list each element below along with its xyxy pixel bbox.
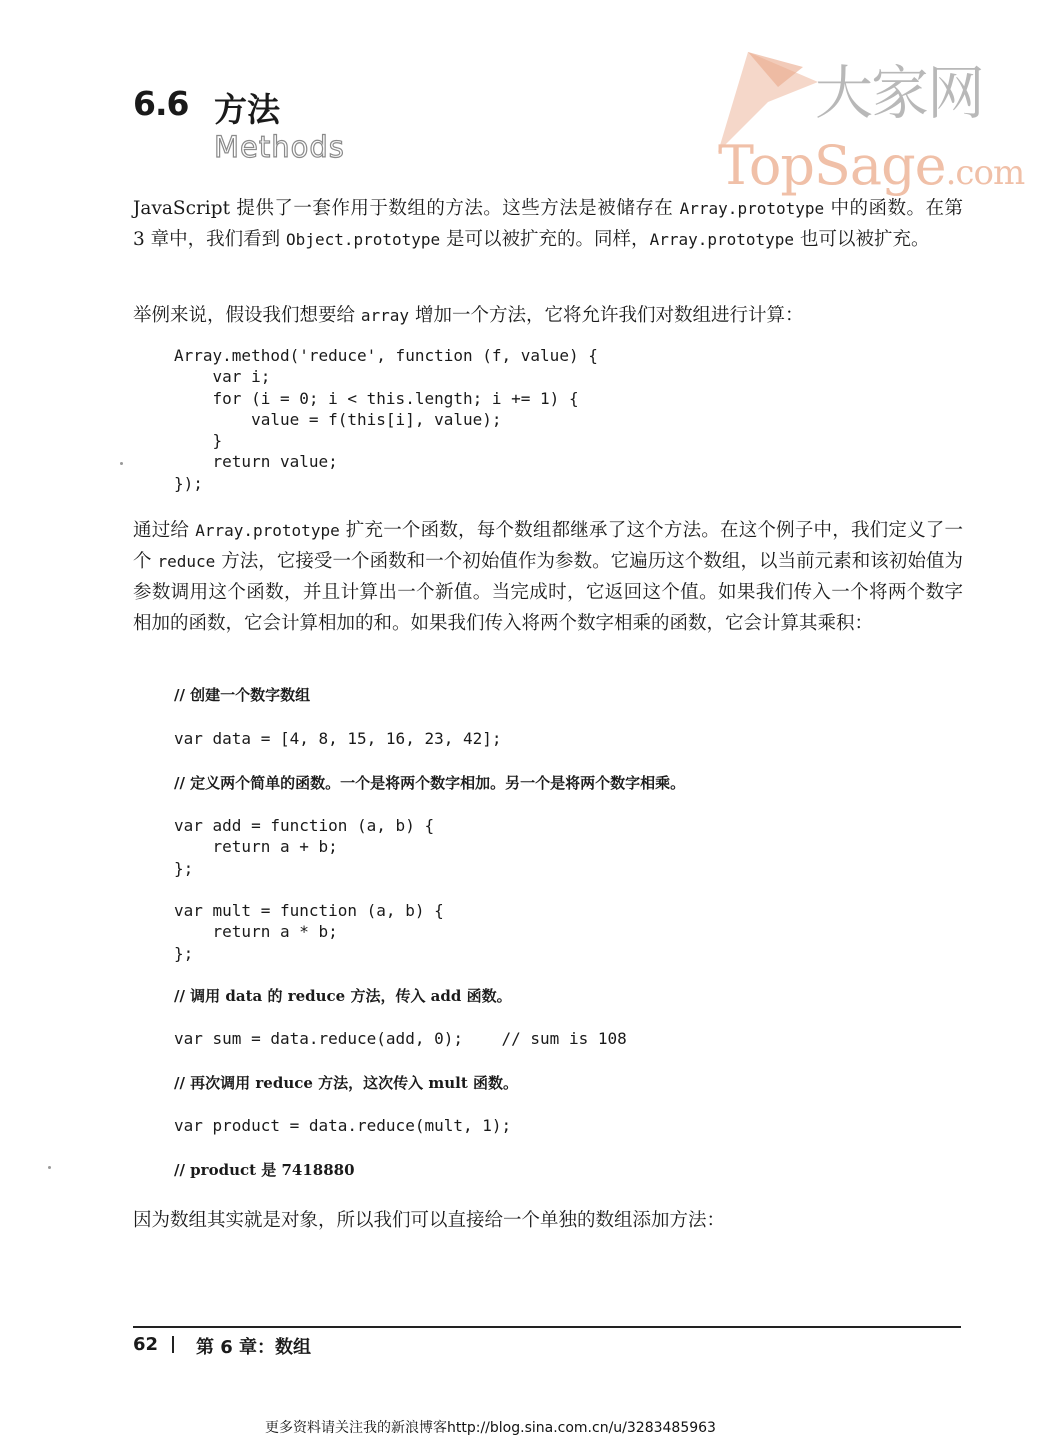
text-run: 方法，它接受一个函数和一个初始值作为参数。它遍历这个数组，以当前元素和该初始值为参数调用这个函数，并且计算出一个新值。当完成时，它返回这个值。如果我们传入一个将两个数字相加的函数，它会计算相加的和。如果我们传入将两个数字相乘的函数，它会计算其乘积： bbox=[133, 551, 963, 634]
watermark-en-main: TopSage bbox=[718, 134, 946, 197]
footer-separator bbox=[172, 1336, 174, 1353]
code-comment-create: // 创建一个数字数组 bbox=[174, 686, 311, 704]
inline-code: Object.prototype bbox=[286, 230, 441, 249]
watermark-cn-text: 大家网 bbox=[815, 59, 984, 127]
chapter-title: 第 6 章：数组 bbox=[196, 1337, 312, 1358]
text-run: 中的函数。在第 3 章中，我们看到 bbox=[133, 198, 963, 250]
watermark-en-text bbox=[718, 134, 1024, 197]
section-number: 6.6 bbox=[133, 84, 189, 123]
text-run: 扩充一个函数，每个数组都继承了这个方法。在这个例子中，我们定义了一个 bbox=[133, 520, 963, 572]
text-run: 因为数组其实就是对象，所以我们可以直接给一个单独的数组添加方法： bbox=[133, 1210, 726, 1231]
inline-code: Array.prototype bbox=[195, 521, 340, 540]
section-title: 方法 bbox=[214, 90, 280, 129]
text-run: 是可以被扩充的。同样， bbox=[440, 229, 650, 250]
text-run: 举例来说，假设我们想要给 bbox=[133, 305, 361, 326]
code-add-function: var add = function (a, b) { return a + b; }; bbox=[174, 816, 435, 878]
code-line-data: var data = [4, 8, 15, 16, 23, 42]; bbox=[174, 729, 502, 748]
text-run: 通过给 bbox=[133, 520, 196, 541]
code-line-product: var product = data.reduce(mult, 1); bbox=[174, 1116, 512, 1135]
paragraph-2 bbox=[133, 300, 963, 331]
code-line-sum: var sum = data.reduce(add, 0); // sum is 108 bbox=[174, 1029, 627, 1048]
section-subtitle: Methods bbox=[214, 130, 345, 164]
blog-link-note[interactable]: 更多资料请关注我的新浪博客http://blog.sina.com.cn/u/3283485963 bbox=[265, 1420, 716, 1436]
text-run: JavaScript 提供了一套作用于数组的方法。这些方法是被储存在 bbox=[133, 198, 680, 219]
inline-code: reduce bbox=[157, 552, 216, 571]
inline-code: Array.prototype bbox=[679, 199, 825, 218]
inline-code: array bbox=[360, 306, 410, 325]
code-mult-function: var mult = function (a, b) { return a * b; }; bbox=[174, 901, 444, 963]
footer-rule bbox=[133, 1326, 961, 1328]
code-comment-define: // 定义两个简单的函数。一个是将两个数字相加。另一个是将两个数字相乘。 bbox=[174, 774, 686, 792]
paragraph-4 bbox=[133, 1205, 963, 1236]
watermark-en-suffix: .com bbox=[945, 153, 1025, 193]
code-comment-call-mult: // 再次调用 reduce 方法，这次传入 mult 函数。 bbox=[174, 1074, 518, 1092]
inline-code: Array.prototype bbox=[649, 230, 795, 249]
code-comment-call-add: // 调用 data 的 reduce 方法，传入 add 函数。 bbox=[174, 987, 512, 1005]
paragraph-1 bbox=[133, 193, 963, 255]
code-block-reduce-method: Array.method('reduce', function (f, value) { var i; for (i = 0; i < this.length; i += 1) { value = f(this[i], value); } return value; }); bbox=[174, 346, 598, 493]
code-comment-product: // product 是 7418880 bbox=[174, 1161, 355, 1179]
page-number: 62 bbox=[133, 1334, 159, 1355]
scan-speck bbox=[120, 462, 123, 465]
text-run: 增加一个方法，它将允许我们对数组进行计算： bbox=[409, 305, 804, 326]
paragraph-3 bbox=[133, 515, 963, 639]
scan-speck bbox=[48, 1166, 51, 1169]
text-run: 也可以被扩充。 bbox=[794, 229, 930, 250]
